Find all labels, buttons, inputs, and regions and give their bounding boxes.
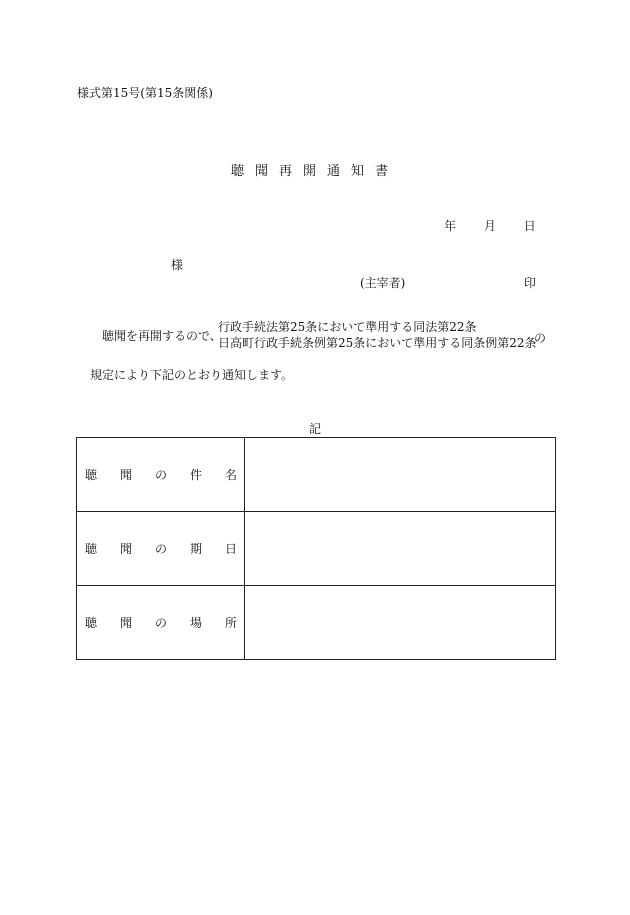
body-particle: の	[534, 331, 547, 345]
legal-basis-option: 行政手続法第25条において準用する同法第22条	[218, 320, 477, 334]
label-char: の	[154, 468, 167, 482]
sender-label: (主宰者)	[360, 276, 406, 290]
label-char: 名	[224, 468, 237, 482]
seal-mark: 印	[524, 276, 537, 290]
label-char: 聴	[85, 468, 98, 482]
label-char: 聴	[85, 616, 98, 630]
date-year-label: 年	[444, 219, 457, 233]
label-char: の	[154, 542, 167, 556]
legal-basis-alternatives	[218, 319, 537, 351]
hearing-subject-field[interactable]	[245, 438, 556, 512]
title-char: 開	[302, 164, 327, 179]
label-char: 場	[189, 616, 202, 630]
label-char: 聞	[119, 616, 132, 630]
label-char: 聴	[85, 542, 98, 556]
table-row	[77, 512, 556, 586]
hearing-location-field[interactable]	[245, 586, 556, 660]
body-second-line: 規定により下記のとおり通知します。	[90, 368, 294, 382]
title-char: 聴	[230, 164, 255, 179]
row-label	[77, 512, 245, 586]
addressee-suffix: 様	[171, 258, 184, 272]
label-char: 所	[224, 616, 237, 630]
label-char: 期	[189, 542, 202, 556]
row-label	[77, 586, 245, 660]
document-title	[0, 160, 630, 179]
label-char: 日	[224, 542, 237, 556]
ki-heading: 記	[308, 422, 321, 436]
label-char: 聞	[119, 468, 132, 482]
table-row	[77, 438, 556, 512]
label-char: 聞	[119, 542, 132, 556]
title-char: 再	[278, 164, 303, 179]
date-day-label: 日	[523, 219, 536, 233]
label-char: の	[154, 616, 167, 630]
title-char: 通	[327, 164, 352, 179]
form-number: 様式第15号(第15条関係)	[77, 86, 213, 100]
body-lead-text: 聴聞を再開するので、	[102, 329, 222, 343]
table-row	[77, 586, 556, 660]
hearing-details-table	[76, 437, 556, 660]
label-char: 件	[189, 468, 202, 482]
title-char: 書	[375, 164, 400, 179]
hearing-date-field[interactable]	[245, 512, 556, 586]
date-month-label: 月	[483, 219, 496, 233]
row-label	[77, 438, 245, 512]
date-line	[444, 217, 536, 234]
legal-basis-option: 日高町行政手続条例第25条において準用する同条例第22条	[218, 336, 537, 350]
title-char: 知	[351, 164, 376, 179]
title-char: 聞	[254, 164, 279, 179]
